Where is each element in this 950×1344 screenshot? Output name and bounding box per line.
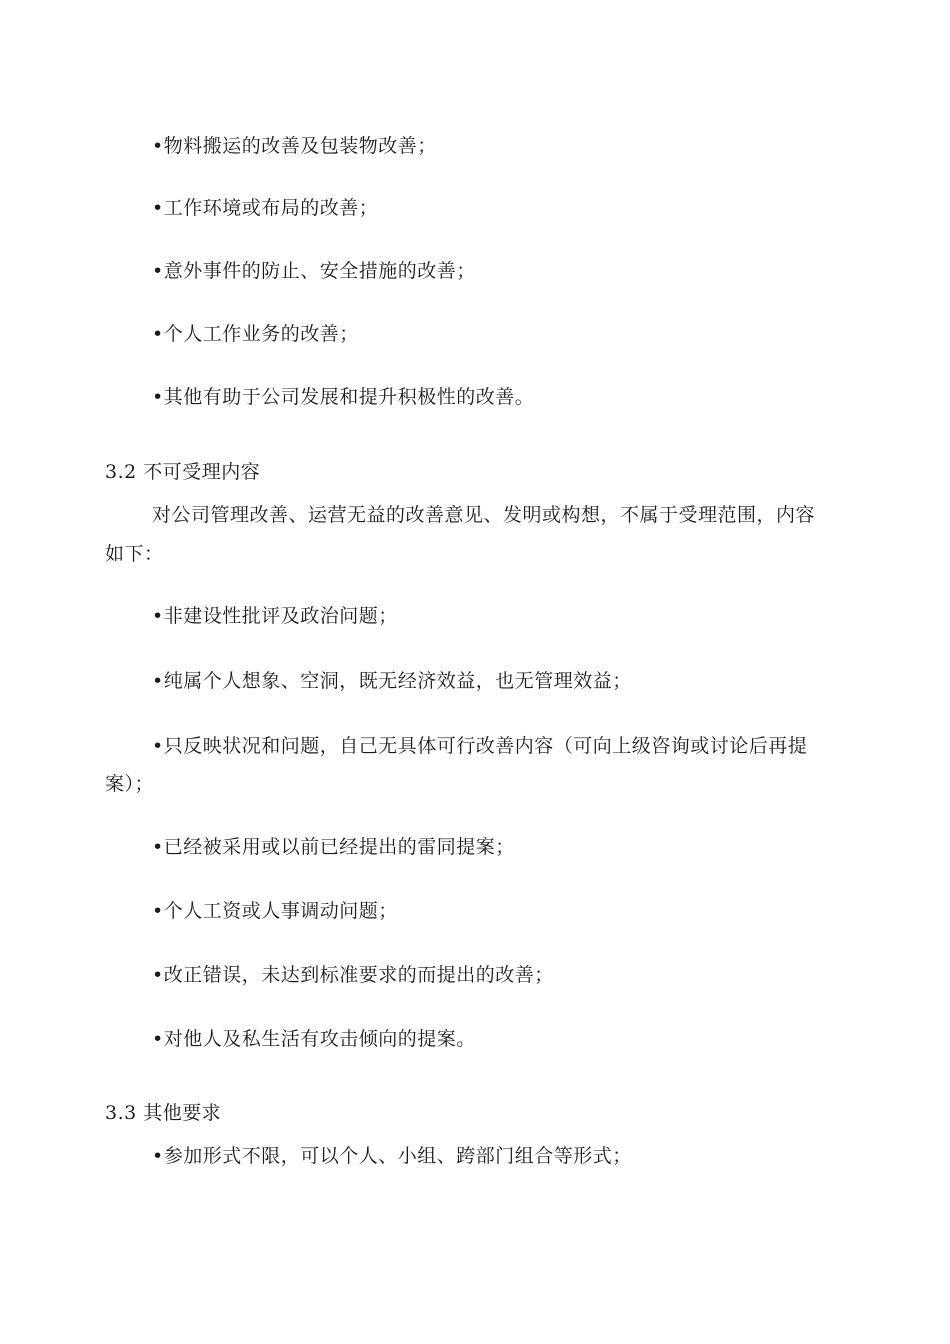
list-item: •纯属个人想象、空洞，既无经济效益，也无管理效益； — [152, 670, 632, 692]
list-item: •其他有助于公司发展和提升积极性的改善。 — [152, 386, 535, 408]
list-item: •参加形式不限，可以个人、小组、跨部门组合等形式； — [152, 1145, 632, 1167]
list-item: •个人工作业务的改善； — [152, 323, 359, 345]
list-item: •非建设性批评及政治问题； — [152, 605, 398, 627]
section-intro-line-2: 如下： — [105, 543, 164, 565]
list-item: •对他人及私生活有攻击倾向的提案。 — [152, 1028, 476, 1050]
section-heading-3-2: 3.2 不可受理内容 — [105, 461, 261, 483]
list-item: •物料搬运的改善及包装物改善； — [152, 135, 437, 157]
list-item: •已经被采用或以前已经提出的雷同提案； — [152, 836, 515, 858]
section-heading-3-3: 3.3 其他要求 — [105, 1102, 222, 1124]
list-item: •个人工资或人事调动问题； — [152, 900, 398, 922]
list-item: •只反映状况和问题，自己无具体可行改善内容（可向上级咨询或讨论后再提 — [152, 735, 808, 757]
list-item-continuation: 案）； — [105, 773, 155, 795]
list-item: •意外事件的防止、安全措施的改善； — [152, 260, 476, 282]
list-item: •工作环境或布局的改善； — [152, 197, 379, 219]
section-intro-line-1: 对公司管理改善、运营无益的改善意见、发明或构想，不属于受理范围，内容 — [152, 504, 816, 526]
list-item: •改正错误，未达到标准要求的而提出的改善； — [152, 964, 554, 986]
